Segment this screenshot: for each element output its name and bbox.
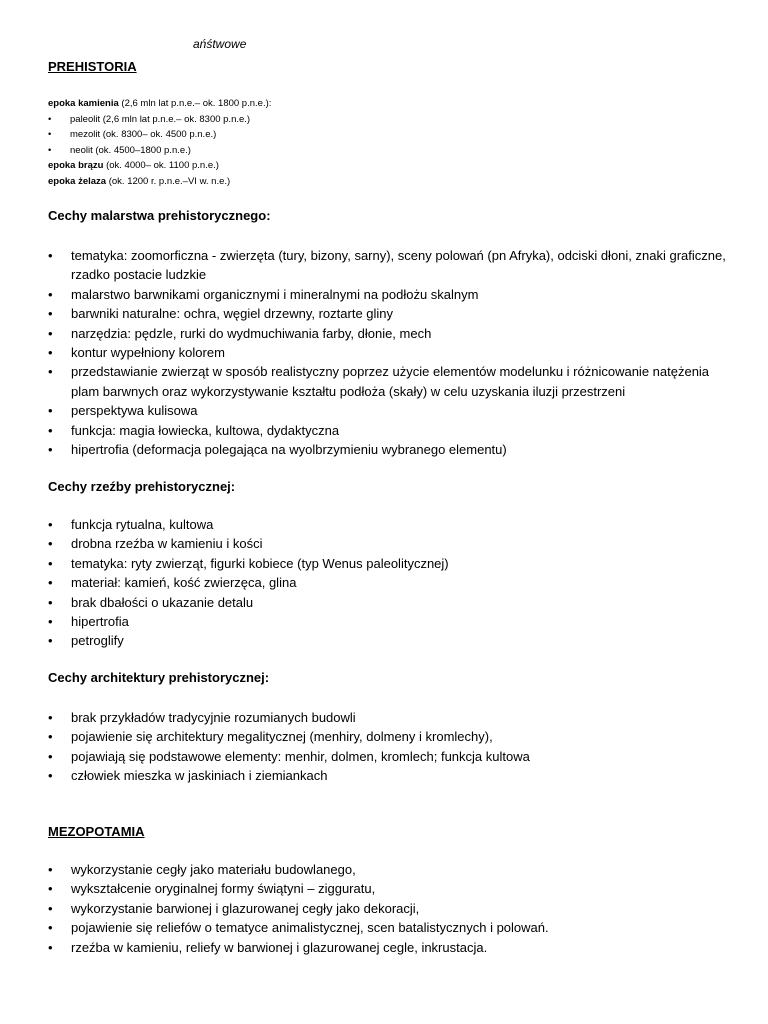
list-item — [48, 440, 728, 459]
list-item — [48, 708, 728, 727]
bullet-icon: • — [48, 325, 53, 341]
bullet-icon: • — [48, 517, 53, 532]
epoch-sub-item — [48, 127, 271, 143]
bullet-icon: • — [48, 555, 53, 571]
list-item — [48, 246, 728, 285]
bullet-icon: • — [48, 633, 53, 649]
bullet-icon: • — [48, 364, 53, 380]
list-item-text: drobna rzeźba w kamieniu i kości — [71, 536, 263, 552]
list-item-text: wykształcenie oryginalnej formy świątyni – zigguratu, — [71, 881, 376, 897]
epoch-range: (ok. 4000– ok. 1100 p.n.e.) — [103, 160, 219, 171]
bullet-icon: • — [48, 306, 53, 322]
list-item-text: tematyka: ryty zwierząt, figurki kobiece (typ Wenus paleolitycznej) — [71, 555, 449, 571]
list-item-text: kontur wypełniony kolorem — [71, 345, 225, 361]
list-item-text: barwniki naturalne: ochra, węgiel drzewny, roztarte gliny — [71, 306, 394, 322]
list-item-text: funkcja: magia łowiecka, kultowa, dydaktyczna — [71, 422, 340, 438]
list-item-text: wykorzystanie barwionej i glazurowanej cegły jako dekoracji, — [71, 900, 420, 916]
list-item — [48, 918, 728, 937]
bullet-icon: • — [48, 748, 53, 764]
prehistoria-heading: PREHISTORIA — [48, 59, 137, 74]
mezopotamia-features-list — [48, 860, 728, 957]
epoch-sub-item — [48, 112, 271, 128]
sculpture-section-title: Cechy rzeźby prehistorycznej: — [48, 479, 236, 494]
bullet-icon: • — [48, 710, 53, 725]
bullet-icon: • — [48, 144, 52, 156]
list-item — [48, 515, 728, 534]
bullet-icon: • — [48, 422, 53, 438]
list-item — [48, 879, 728, 898]
list-item-text: człowiek mieszka w jaskiniach i ziemiankach — [71, 768, 328, 784]
epoch-name: epoka żelaza — [48, 175, 107, 187]
epoch-range: (2,6 mln lat p.n.e.– ok. 1800 p.n.e.): — [118, 98, 272, 109]
list-item-text: hipertrofia (deformacja polegająca na wyolbrzymieniu wybranego elementu) — [71, 442, 507, 458]
bullet-icon: • — [48, 862, 53, 877]
epoch-iron-age — [48, 174, 271, 190]
list-item-text: narzędzia: pędzle, rurki do wydmuchiwania farby, dłonie, mech — [71, 325, 432, 341]
list-item — [48, 631, 728, 650]
list-item-text: brak przykładów tradycyjnie rozumianych budowli — [71, 710, 356, 725]
list-item — [48, 899, 728, 918]
epoch-bronze-age — [48, 158, 271, 174]
bullet-icon: • — [48, 881, 53, 897]
epoch-name: epoka brązu — [48, 160, 104, 171]
list-item — [48, 554, 728, 573]
list-item — [48, 343, 728, 362]
list-item — [48, 401, 728, 420]
list-item-text: hipertrofia — [71, 614, 129, 630]
list-item-text: brak dbałości o ukazanie detalu — [71, 594, 254, 610]
list-item-text: pojawienie się reliefów o tematyce animalistycznej, scen batalistycznych i polowań. — [71, 920, 549, 936]
list-item — [48, 573, 728, 592]
list-item — [48, 593, 728, 612]
list-item-text: funkcja rytualna, kultowa — [71, 517, 214, 532]
list-item — [48, 534, 728, 553]
list-item — [48, 612, 728, 631]
epoch-sub-item — [48, 143, 271, 159]
list-item-text: petroglify — [71, 633, 124, 649]
list-item — [48, 938, 728, 957]
bullet-icon: • — [48, 575, 53, 591]
bullet-icon: • — [48, 248, 53, 263]
bullet-icon: • — [48, 536, 53, 552]
list-item-text: pojawiają się podstawowe elementy: menhir, dolmen, kromlech; funkcja kultowa — [71, 748, 530, 764]
list-item-text: przedstawianie zwierząt w sposób realistyczny poprzez użycie elementów modelunku i różnicowanie natężenia plam barwnych oraz wykorzystywanie kształtu podłoża (skały) w celu uzyskania iluzji przestrzeni — [71, 364, 710, 399]
epoch-stone-age — [48, 96, 271, 112]
painting-section-title: Cechy malarstwa prehistorycznego: — [48, 208, 271, 223]
list-item — [48, 727, 728, 746]
bullet-icon: • — [48, 614, 53, 630]
epoch-sub-label: mezolit (ok. 8300– ok. 4500 p.n.e.) — [70, 129, 217, 140]
bullet-icon: • — [48, 403, 53, 419]
bullet-icon: • — [48, 129, 52, 140]
list-item-text: malarstwo barwnikami organicznymi i mineralnymi na podłożu skalnym — [71, 286, 479, 302]
list-item-text: rzeźba w kamieniu, reliefy w barwionej i glazurowanej cegle, inkrustacja. — [71, 939, 488, 955]
bullet-icon: • — [48, 768, 53, 784]
sculpture-features-list — [48, 515, 728, 651]
bullet-icon: • — [48, 920, 53, 936]
painting-features-list — [48, 246, 728, 459]
architecture-features-list — [48, 708, 728, 786]
bullet-icon: • — [48, 442, 53, 458]
list-item — [48, 860, 728, 879]
bullet-icon: • — [48, 729, 53, 745]
list-item-text: wykorzystanie cegły jako materiału budowlanego, — [71, 862, 356, 877]
list-item-text: materiał: kamień, kość zwierzęca, glina — [71, 575, 297, 591]
epoch-range: (ok. 1200 r. p.n.e.–VI w. n.e.) — [106, 175, 231, 187]
epoch-name: epoka kamienia — [48, 98, 119, 109]
bullet-icon: • — [48, 939, 53, 955]
list-item — [48, 362, 728, 401]
architecture-section-title: Cechy architektury prehistorycznej: — [48, 670, 270, 685]
epoch-list — [48, 96, 271, 189]
list-item — [48, 421, 728, 440]
list-item-text: pojawienie się architektury megalitycznej (menhiry, dolmeny i kromlechy), — [71, 729, 493, 745]
truncated-header-text: ańśtwowe — [193, 37, 247, 51]
list-item — [48, 747, 728, 766]
list-item-text: tematyka: zoomorficzna - zwierzęta (tury, bizony, sarny), sceny polowań (pn Afryka), odciski dłoni, znaki graficzne, rzadko postacie ludzkie — [71, 248, 726, 283]
epoch-sub-label: neolit (ok. 4500–1800 p.n.e.) — [70, 144, 191, 156]
list-item — [48, 285, 728, 304]
list-item — [48, 304, 728, 323]
epoch-sub-label: paleolit (2,6 mln lat p.n.e.– ok. 8300 p.n.e.) — [70, 113, 251, 125]
bullet-icon: • — [48, 345, 53, 361]
list-item — [48, 324, 728, 343]
list-item — [48, 766, 728, 785]
bullet-icon: • — [48, 900, 53, 916]
bullet-icon: • — [48, 594, 53, 610]
list-item-text: perspektywa kulisowa — [71, 403, 198, 419]
bullet-icon: • — [48, 113, 52, 125]
bullet-icon: • — [48, 286, 53, 302]
mezopotamia-heading: MEZOPOTAMIA — [48, 824, 145, 839]
